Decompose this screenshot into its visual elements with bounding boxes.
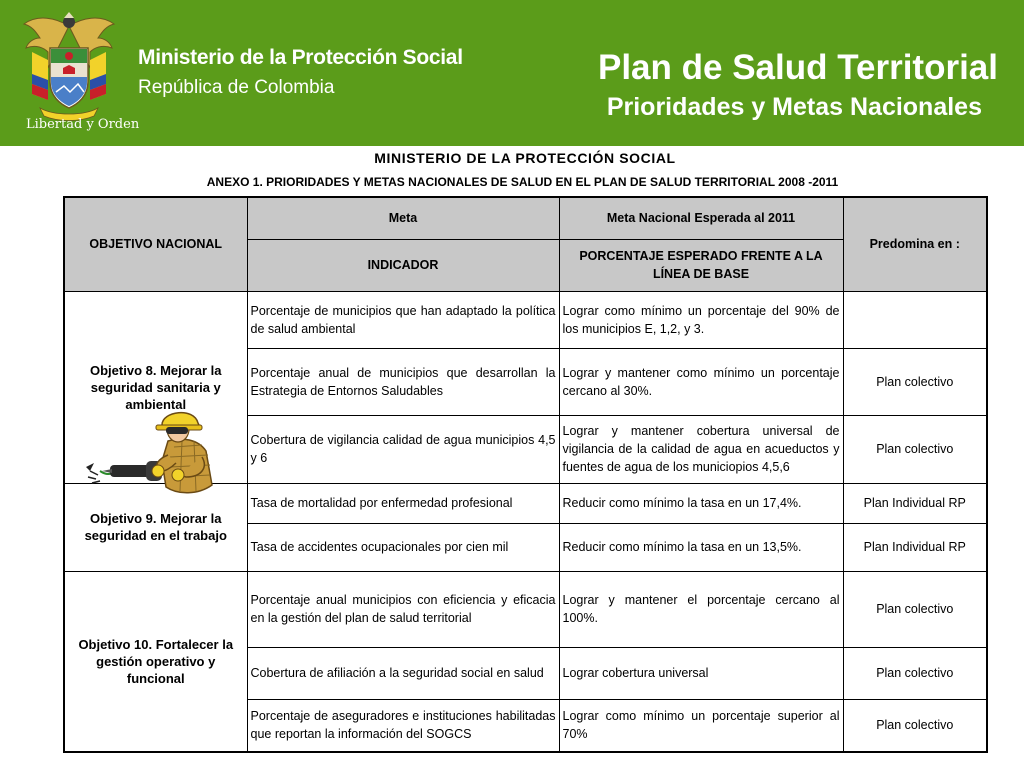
header-meta: Meta	[247, 197, 559, 239]
goal-cell: Lograr y mantener cobertura universal de vigilancia de la calidad de agua en acueductos y fuentes de agua de los municiopios 4,5,6	[559, 415, 843, 483]
annex-title: ANEXO 1. PRIORIDADES Y METAS NACIONALES DE SALUD EN EL PLAN DE SALUD TERRITORIAL 2008 -2011	[206, 175, 839, 189]
worker-drill-illustration	[82, 405, 228, 501]
indicator-cell: Cobertura de afiliación a la seguridad social en salud	[247, 647, 559, 699]
header-indicator: INDICADOR	[247, 239, 559, 291]
goal-cell: Lograr como mínimo un porcentaje superior al 70%	[559, 699, 843, 752]
header-percentage: PORCENTAJE ESPERADO FRENTE A LA LÍNEA DE BASE	[559, 239, 843, 291]
predominance-cell: Plan colectivo	[843, 348, 987, 415]
objective-label: Objetivo 8. Mejorar la seguridad sanitaria y ambiental	[90, 362, 222, 412]
ministry-country: República de Colombia	[138, 77, 335, 98]
logo-caption: Libertad y Orden	[26, 117, 140, 132]
header-expected: Meta Nacional Esperada al 2011	[559, 197, 843, 239]
slide-subtitle: Prioridades y Metas Nacionales	[606, 93, 982, 121]
table-row	[64, 571, 987, 647]
goal-cell: Lograr y mantener como mínimo un porcentaje cercano al 30%.	[559, 348, 843, 415]
predominance-cell: Plan colectivo	[843, 415, 987, 483]
ministry-name: Ministerio de la Protección Social	[138, 46, 463, 69]
goal-cell: Reducir como mínimo la tasa en un 13,5%.	[559, 523, 843, 571]
table-header-row	[64, 197, 987, 239]
indicator-cell: Porcentaje anual de municipios que desarrollan la Estrategia de Entornos Saludables	[247, 348, 559, 415]
goal-cell: Reducir como mínimo la tasa en un 17,4%.	[559, 483, 843, 523]
predominance-cell: Plan Individual RP	[843, 523, 987, 571]
slide-title: Plan de Salud Territorial	[597, 48, 998, 87]
table-row	[64, 291, 987, 348]
indicator-cell: Porcentaje de aseguradores e instituciones habilitadas que reportan la información del SOGCS	[247, 699, 559, 752]
predominance-cell: Plan Individual RP	[843, 483, 987, 523]
predominance-cell	[843, 291, 987, 348]
objective-cell	[64, 571, 247, 752]
predominance-cell: Plan colectivo	[843, 699, 987, 752]
document-title: MINISTERIO DE LA PROTECCIÓN SOCIAL	[374, 150, 676, 166]
goal-cell: Lograr como mínimo un porcentaje del 90% de los municipios E, 1,2, y 3.	[559, 291, 843, 348]
objective-label: Objetivo 9. Mejorar la seguridad en el trabajo	[84, 511, 227, 543]
indicator-cell: Tasa de accidentes ocupacionales por cien mil	[247, 523, 559, 571]
indicator-cell: Cobertura de vigilancia calidad de agua municipios 4,5 y 6	[247, 415, 559, 483]
goal-cell: Lograr y mantener el porcentaje cercano al 100%.	[559, 571, 843, 647]
header-banner	[0, 0, 1024, 146]
indicator-cell: Porcentaje de municipios que han adaptado la política de salud ambiental	[247, 291, 559, 348]
header-objective: OBJETIVO NACIONAL	[64, 197, 247, 291]
indicator-cell: Tasa de mortalidad por enfermedad profesional	[247, 483, 559, 523]
goal-cell: Lograr cobertura universal	[559, 647, 843, 699]
objective-label: Objetivo 10. Fortalecer la gestión operativo y funcional	[78, 636, 234, 686]
indicator-cell: Porcentaje anual municipios con eficiencia y eficacia en la gestión del plan de salud territorial	[247, 571, 559, 647]
predominance-cell: Plan colectivo	[843, 571, 987, 647]
predominance-cell: Plan colectivo	[843, 647, 987, 699]
header-predominance: Predomina en :	[843, 197, 987, 291]
